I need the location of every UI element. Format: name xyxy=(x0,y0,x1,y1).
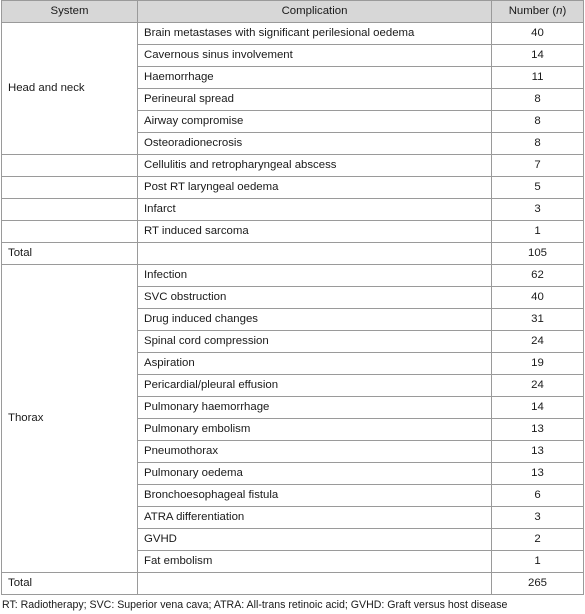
number-cell: 19 xyxy=(492,353,584,375)
system-cell xyxy=(2,199,138,221)
total-row xyxy=(2,573,584,595)
table-row xyxy=(2,155,584,177)
header-number-close: ) xyxy=(562,5,567,17)
table-row xyxy=(2,265,584,287)
number-cell: 8 xyxy=(492,89,584,111)
complication-cell: Fat embolism xyxy=(138,551,492,573)
total-label: Total xyxy=(2,573,138,595)
number-cell: 13 xyxy=(492,419,584,441)
number-cell: 1 xyxy=(492,221,584,243)
number-cell: 7 xyxy=(492,155,584,177)
complication-cell: ATRA differentiation xyxy=(138,507,492,529)
complication-cell: Airway compromise xyxy=(138,111,492,133)
complication-cell: SVC obstruction xyxy=(138,287,492,309)
number-cell: 5 xyxy=(492,177,584,199)
system-cell xyxy=(2,155,138,177)
complication-cell: Pericardial/pleural effusion xyxy=(138,375,492,397)
complication-cell: Pulmonary embolism xyxy=(138,419,492,441)
number-cell: 40 xyxy=(492,23,584,45)
complication-cell: Infarct xyxy=(138,199,492,221)
table-row xyxy=(2,221,584,243)
header-complication: Complication xyxy=(138,1,492,23)
number-cell: 11 xyxy=(492,67,584,89)
complications-table xyxy=(1,0,584,595)
complication-cell: GVHD xyxy=(138,529,492,551)
complication-cell: Brain metastases with significant perilesional oedema xyxy=(138,23,492,45)
number-cell: 14 xyxy=(492,45,584,67)
complication-cell: Infection xyxy=(138,265,492,287)
complication-cell: Perineural spread xyxy=(138,89,492,111)
number-cell: 40 xyxy=(492,287,584,309)
number-cell: 24 xyxy=(492,331,584,353)
table-row xyxy=(2,199,584,221)
system-cell: Thorax xyxy=(2,265,138,573)
total-value: 105 xyxy=(492,243,584,265)
table-row xyxy=(2,23,584,45)
total-row xyxy=(2,243,584,265)
number-cell: 6 xyxy=(492,485,584,507)
number-cell: 2 xyxy=(492,529,584,551)
number-cell: 3 xyxy=(492,507,584,529)
system-cell xyxy=(2,221,138,243)
header-system: System xyxy=(2,1,138,23)
complication-cell: Bronchoesophageal fistula xyxy=(138,485,492,507)
complication-cell: Haemorrhage xyxy=(138,67,492,89)
number-cell: 13 xyxy=(492,441,584,463)
number-cell: 3 xyxy=(492,199,584,221)
header-number xyxy=(492,1,584,23)
number-cell: 8 xyxy=(492,133,584,155)
complication-cell: RT induced sarcoma xyxy=(138,221,492,243)
complication-cell xyxy=(138,243,492,265)
complication-cell: Post RT laryngeal oedema xyxy=(138,177,492,199)
number-cell: 14 xyxy=(492,397,584,419)
complication-cell: Pulmonary oedema xyxy=(138,463,492,485)
number-cell: 13 xyxy=(492,463,584,485)
complication-cell: Cavernous sinus involvement xyxy=(138,45,492,67)
complication-cell: Pneumothorax xyxy=(138,441,492,463)
table-footnote: RT: Radiotherapy; SVC: Superior vena cava; ATRA: All-trans retinoic acid; GVHD: Graft versus host disease xyxy=(2,599,508,611)
number-cell: 8 xyxy=(492,111,584,133)
total-label: Total xyxy=(2,243,138,265)
table-header-row xyxy=(2,1,584,23)
complication-cell: Cellulitis and retropharyngeal abscess xyxy=(138,155,492,177)
system-cell xyxy=(2,177,138,199)
complication-cell: Pulmonary haemorrhage xyxy=(138,397,492,419)
complication-cell: Drug induced changes xyxy=(138,309,492,331)
total-value: 265 xyxy=(492,573,584,595)
complication-cell: Spinal cord compression xyxy=(138,331,492,353)
number-cell: 1 xyxy=(492,551,584,573)
table-row xyxy=(2,177,584,199)
system-cell: Head and neck xyxy=(2,23,138,155)
complication-cell: Osteoradionecrosis xyxy=(138,133,492,155)
header-number-unit: n xyxy=(556,5,563,17)
number-cell: 62 xyxy=(492,265,584,287)
complication-cell xyxy=(138,573,492,595)
complication-cell: Aspiration xyxy=(138,353,492,375)
header-number-label: Number ( xyxy=(508,5,557,17)
number-cell: 24 xyxy=(492,375,584,397)
number-cell: 31 xyxy=(492,309,584,331)
